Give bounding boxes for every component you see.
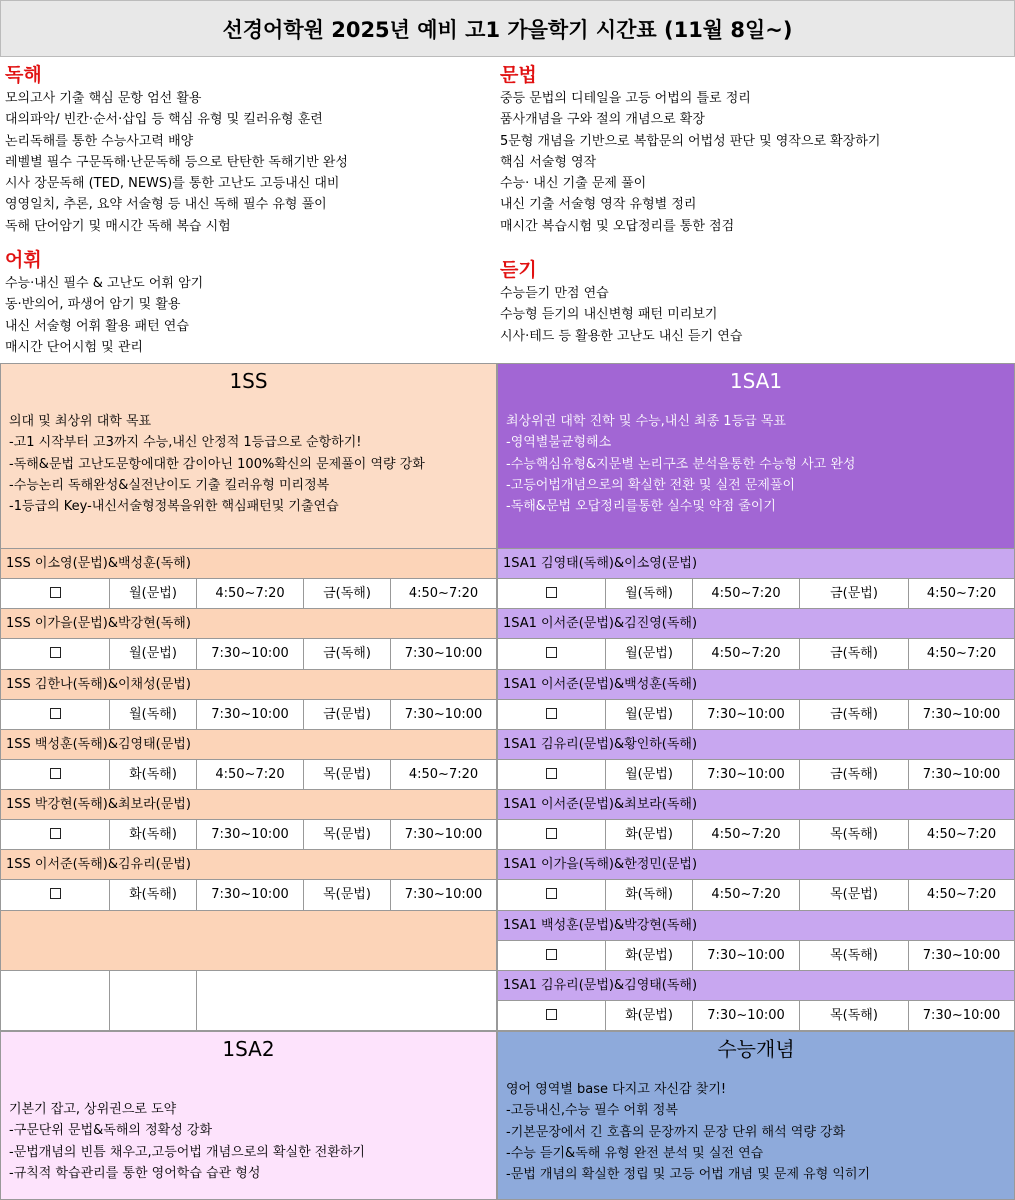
class-schedule-row xyxy=(497,639,1015,669)
class-time-cell: 7:30~10:00 xyxy=(390,700,497,729)
class-time-cell: 7:30~10:00 xyxy=(692,941,799,970)
class-name-row: 1SA1 이서준(문법)&백성훈(독해) xyxy=(497,670,1015,700)
checkbox-icon[interactable] xyxy=(546,1009,557,1020)
reading-line: 논리독해를 통한 수능사고력 배양 xyxy=(5,133,194,149)
group-1ss-line: -독해&문법 고난도문항에대한 감이아닌 100%확신의 문제풀이 역량 강화 xyxy=(9,456,425,472)
class-time-cell: 7:30~10:00 xyxy=(908,941,1015,970)
class-time-cell: 4:50~7:20 xyxy=(692,579,799,608)
group-1sa1-title: 1SA1 xyxy=(729,369,783,393)
class-schedule-row xyxy=(0,639,497,669)
reading-line: 독해 단어암기 및 매시간 독해 복습 시험 xyxy=(5,218,231,234)
class-time-cell: 4:50~7:20 xyxy=(390,760,497,789)
reading-line: 시사 장문독해 (TED, NEWS)를 통한 고난도 고등내신 대비 xyxy=(5,176,340,192)
group-1sa1-box xyxy=(497,363,1015,549)
checkbox-icon[interactable] xyxy=(50,647,61,658)
group-1sa2-line: -구문단위 문법&독해의 정확성 강화 xyxy=(9,1123,213,1139)
group-basic-line: -수능 듣기&독해 유형 완전 분석 및 실전 연습 xyxy=(506,1145,764,1161)
class-name-row: 1SA1 백성훈(문법)&박강현(독해) xyxy=(497,911,1015,941)
enroll-checkbox[interactable] xyxy=(497,639,605,668)
class-name-row: 1SA1 김유리(문법)&황인하(독해) xyxy=(497,730,1015,760)
checkbox-icon[interactable] xyxy=(50,768,61,779)
reading-line: 영영일치, 추론, 요약 서술형 등 내신 독해 필수 유형 풀이 xyxy=(5,197,327,213)
reading-heading: 독해 xyxy=(5,64,42,86)
class-time-cell: 7:30~10:00 xyxy=(390,639,497,668)
grammar-line: 내신 기출 서술형 영작 유형별 정리 xyxy=(500,197,697,213)
class-schedule-row xyxy=(0,760,497,790)
vocab-line: 매시간 단어시험 및 관리 xyxy=(5,339,143,355)
group-1ss-line: -1등급의 Key-내신서술형정복을위한 핵심패턴및 기출연습 xyxy=(9,499,339,515)
group-1sa2-line: -문법개념의 빈틈 채우고,고등어법 개념으로의 확실한 전환하기 xyxy=(9,1144,365,1160)
reading-line: 모의고사 기출 핵심 문항 엄선 활용 xyxy=(5,91,202,106)
group-1sa1-line: -고등어법개념으로의 확실한 전환 및 실전 문제풀이 xyxy=(506,477,796,493)
vocab-line: 수능·내신 필수 & 고난도 어휘 암기 xyxy=(5,276,204,291)
group-1sa1-line: -수능핵심유형&지문별 논리구조 분석을통한 수능형 사고 완성 xyxy=(506,456,856,472)
class-day-cell: 월(문법) xyxy=(605,760,692,789)
class-day-cell: 월(독해) xyxy=(605,579,692,608)
enroll-checkbox[interactable] xyxy=(497,880,605,909)
enroll-checkbox[interactable] xyxy=(497,941,605,970)
page-title: 선경어학원 2025년 예비 고1 가을학기 시간표 (11월 8일~) xyxy=(0,0,1015,57)
class-time-cell: 7:30~10:00 xyxy=(390,820,497,849)
empty-cell xyxy=(196,971,303,1030)
grammar-line: 수능· 내신 기출 문제 풀이 xyxy=(500,176,647,192)
empty-cell xyxy=(109,971,196,1030)
listening-line: 수능듣기 만점 연습 xyxy=(500,286,609,301)
enroll-checkbox[interactable] xyxy=(0,579,109,608)
class-name-row: 1SS 백성훈(독해)&김영태(문법) xyxy=(0,730,497,760)
class-time-cell: 4:50~7:20 xyxy=(390,579,497,608)
class-time-cell: 7:30~10:00 xyxy=(692,1001,799,1030)
class-day-cell: 목(문법) xyxy=(303,820,390,849)
class-day-cell: 목(독해) xyxy=(799,820,908,849)
class-time-cell: 4:50~7:20 xyxy=(908,880,1015,909)
group-1ss-line: -고1 시작부터 고3까지 수능,내신 안정적 1등급으로 순항하기! xyxy=(9,435,362,451)
class-name-row: 1SS 이서준(독해)&김유리(문법) xyxy=(0,850,497,880)
class-time-cell: 4:50~7:20 xyxy=(908,820,1015,849)
class-day-cell: 화(독해) xyxy=(605,880,692,909)
checkbox-icon[interactable] xyxy=(546,647,557,658)
reading-section xyxy=(5,62,495,237)
class-schedule-row xyxy=(0,579,497,609)
class-name-row: 1SA1 이서준(문법)&최보라(독해) xyxy=(497,790,1015,820)
enroll-checkbox[interactable] xyxy=(0,639,109,668)
group-basic-line: -문법 개념의 확실한 정립 및 고등 어법 개념 및 문제 유형 익히기 xyxy=(506,1167,871,1183)
group-basic-box xyxy=(497,1031,1015,1200)
class-name-row: 1SA1 김영태(독해)&이소영(문법) xyxy=(497,549,1015,579)
class-time-cell: 7:30~10:00 xyxy=(908,760,1015,789)
empty-cell xyxy=(0,971,109,1030)
class-day-cell: 월(문법) xyxy=(605,639,692,668)
checkbox-icon[interactable] xyxy=(546,768,557,779)
class-day-cell: 화(독해) xyxy=(109,760,196,789)
checkbox-icon[interactable] xyxy=(50,828,61,839)
group-basic-line: -기본문장에서 긴 호흡의 문장까지 문장 단위 해석 역량 강화 xyxy=(506,1124,846,1140)
enroll-checkbox[interactable] xyxy=(0,700,109,729)
class-day-cell: 목(독해) xyxy=(799,941,908,970)
group-basic-title: 수능개념 xyxy=(717,1037,795,1061)
class-time-cell: 4:50~7:20 xyxy=(196,579,303,608)
class-schedule-row xyxy=(0,700,497,730)
class-name-row: 1SA1 이가을(독해)&한정민(문법) xyxy=(497,850,1015,880)
checkbox-icon[interactable] xyxy=(546,949,557,960)
class-name-row: 1SS 이소영(문법)&백성훈(독해) xyxy=(0,549,497,579)
checkbox-icon[interactable] xyxy=(50,587,61,598)
class-schedule-row xyxy=(497,941,1015,971)
class-schedule-row xyxy=(497,820,1015,850)
class-time-cell: 7:30~10:00 xyxy=(908,700,1015,729)
grammar-line: 매시간 복습시험 및 오답정리를 통한 점검 xyxy=(500,218,735,234)
grammar-line: 중등 문법의 디테일을 고등 어법의 틀로 정리 xyxy=(500,91,751,106)
class-time-cell: 7:30~10:00 xyxy=(196,820,303,849)
enroll-checkbox[interactable] xyxy=(497,700,605,729)
class-schedule-row xyxy=(0,971,497,1031)
vocab-heading: 어휘 xyxy=(5,249,42,271)
class-schedule-row xyxy=(0,880,497,910)
checkbox-icon[interactable] xyxy=(50,708,61,719)
group-basic-line: -고등내신,수능 필수 어휘 정복 xyxy=(506,1103,678,1119)
class-name-row: 1SA1 이서준(문법)&김진영(독해) xyxy=(497,609,1015,639)
checkbox-icon[interactable] xyxy=(546,587,557,598)
class-day-cell: 월(독해) xyxy=(109,700,196,729)
class-schedule-row xyxy=(0,820,497,850)
group-1ss-line: -수능논리 독해완성&실전난이도 기출 킬러유형 미리정복 xyxy=(9,477,330,493)
group-1ss-title: 1SS xyxy=(229,369,268,393)
class-name-row: 1SS 김한나(독해)&이채성(문법) xyxy=(0,670,497,700)
vocab-line: 동·반의어, 파생어 암기 및 활용 xyxy=(5,297,181,313)
class-day-cell: 목(문법) xyxy=(799,880,908,909)
checkbox-icon[interactable] xyxy=(546,888,557,899)
class-day-cell: 금(독해) xyxy=(799,700,908,729)
grammar-line: 5문형 개념을 기반으로 복합문의 어법성 판단 및 영작으로 확장하기 xyxy=(500,133,881,149)
enroll-checkbox[interactable] xyxy=(497,820,605,849)
enroll-checkbox[interactable] xyxy=(497,1001,605,1030)
class-time-cell: 7:30~10:00 xyxy=(692,700,799,729)
vocab-line: 내신 서술형 어휘 활용 패턴 연습 xyxy=(5,318,189,334)
class-time-cell: 7:30~10:00 xyxy=(908,1001,1015,1030)
class-day-cell: 금(독해) xyxy=(303,579,390,608)
class-schedule-row xyxy=(497,1001,1015,1031)
reading-line: 대의파악/ 빈칸·순서·삽입 등 핵심 유형 및 킬러유형 훈련 xyxy=(5,112,323,128)
listening-section xyxy=(500,257,1010,347)
enroll-checkbox[interactable] xyxy=(497,760,605,789)
sa1-class-table xyxy=(497,549,1015,1031)
class-day-cell: 화(문법) xyxy=(605,820,692,849)
class-day-cell: 금(독해) xyxy=(303,639,390,668)
group-1sa1-line: -독해&문법 오답정리를통한 실수및 약점 줄이기 xyxy=(506,499,776,515)
class-day-cell: 목(문법) xyxy=(303,760,390,789)
enroll-checkbox[interactable] xyxy=(497,579,605,608)
reading-line: 레벨별 필수 구문독해·난문독해 등으로 탄탄한 독해기반 완성 xyxy=(5,154,348,170)
group-1sa1-line: 최상위권 대학 진학 및 수능,내신 최종 1등급 목표 xyxy=(506,414,786,429)
class-name-row xyxy=(0,911,497,971)
class-day-cell: 금(독해) xyxy=(799,639,908,668)
class-time-cell: 4:50~7:20 xyxy=(908,639,1015,668)
class-day-cell: 목(문법) xyxy=(303,880,390,909)
enroll-checkbox[interactable] xyxy=(0,880,109,909)
group-1sa1-line: -영역별불균형해소 xyxy=(506,435,612,451)
grammar-line: 품사개념을 구와 절의 개념으로 확장 xyxy=(500,112,705,128)
class-day-cell: 화(문법) xyxy=(605,941,692,970)
checkbox-icon[interactable] xyxy=(546,708,557,719)
class-time-cell: 7:30~10:00 xyxy=(196,700,303,729)
class-time-cell: 7:30~10:00 xyxy=(390,880,497,909)
class-day-cell: 월(문법) xyxy=(109,639,196,668)
grammar-heading: 문법 xyxy=(500,64,537,86)
group-1sa2-box xyxy=(0,1031,497,1200)
empty-cell xyxy=(390,971,497,1030)
group-1sa2-line: 기본기 잡고, 상위권으로 도약 xyxy=(9,1102,177,1117)
class-day-cell: 금(독해) xyxy=(799,760,908,789)
class-day-cell: 금(문법) xyxy=(799,579,908,608)
class-time-cell: 7:30~10:00 xyxy=(692,760,799,789)
group-basic-line: 영어 영역별 base 다지고 자신감 찾기! xyxy=(506,1082,727,1097)
class-day-cell: 화(문법) xyxy=(605,1001,692,1030)
class-schedule-row xyxy=(497,700,1015,730)
group-1sa2-title: 1SA2 xyxy=(222,1037,275,1061)
class-time-cell: 4:50~7:20 xyxy=(692,880,799,909)
class-time-cell: 4:50~7:20 xyxy=(692,639,799,668)
class-name-row: 1SS 이가을(문법)&박강현(독해) xyxy=(0,609,497,639)
ss-class-table xyxy=(0,549,497,1031)
enroll-checkbox[interactable] xyxy=(0,820,109,849)
group-1sa2-line: -규칙적 학습관리를 통한 영어학습 습관 형성 xyxy=(9,1165,261,1181)
empty-cell xyxy=(303,971,390,1030)
class-name-row: 1SS 박강현(독해)&최보라(문법) xyxy=(0,790,497,820)
enroll-checkbox[interactable] xyxy=(0,760,109,789)
class-name-row: 1SA1 김유리(문법)&김영태(독해) xyxy=(497,971,1015,1001)
checkbox-icon[interactable] xyxy=(50,888,61,899)
class-day-cell: 화(독해) xyxy=(109,880,196,909)
class-time-cell: 4:50~7:20 xyxy=(692,820,799,849)
group-1ss-box xyxy=(0,363,497,549)
class-day-cell: 금(문법) xyxy=(303,700,390,729)
class-day-cell: 목(독해) xyxy=(799,1001,908,1030)
listening-line: 수능형 듣기의 내신변형 패턴 미리보기 xyxy=(500,307,718,323)
checkbox-icon[interactable] xyxy=(546,828,557,839)
class-time-cell: 4:50~7:20 xyxy=(908,579,1015,608)
class-day-cell: 월(문법) xyxy=(109,579,196,608)
class-day-cell: 화(독해) xyxy=(109,820,196,849)
class-time-cell: 7:30~10:00 xyxy=(196,880,303,909)
listening-heading: 듣기 xyxy=(500,259,537,281)
grammar-section xyxy=(500,62,1010,237)
listening-line: 시사·테드 등 활용한 고난도 내신 듣기 연습 xyxy=(500,328,743,344)
class-schedule-row xyxy=(497,579,1015,609)
group-1ss-line: 의대 및 최상위 대학 목표 xyxy=(9,414,152,429)
class-day-cell: 월(문법) xyxy=(605,700,692,729)
vocab-section xyxy=(5,247,495,358)
class-schedule-row xyxy=(497,880,1015,910)
grammar-line: 핵심 서술형 영작 xyxy=(500,154,597,170)
class-schedule-row xyxy=(497,760,1015,790)
class-time-cell: 4:50~7:20 xyxy=(196,760,303,789)
class-time-cell: 7:30~10:00 xyxy=(196,639,303,668)
